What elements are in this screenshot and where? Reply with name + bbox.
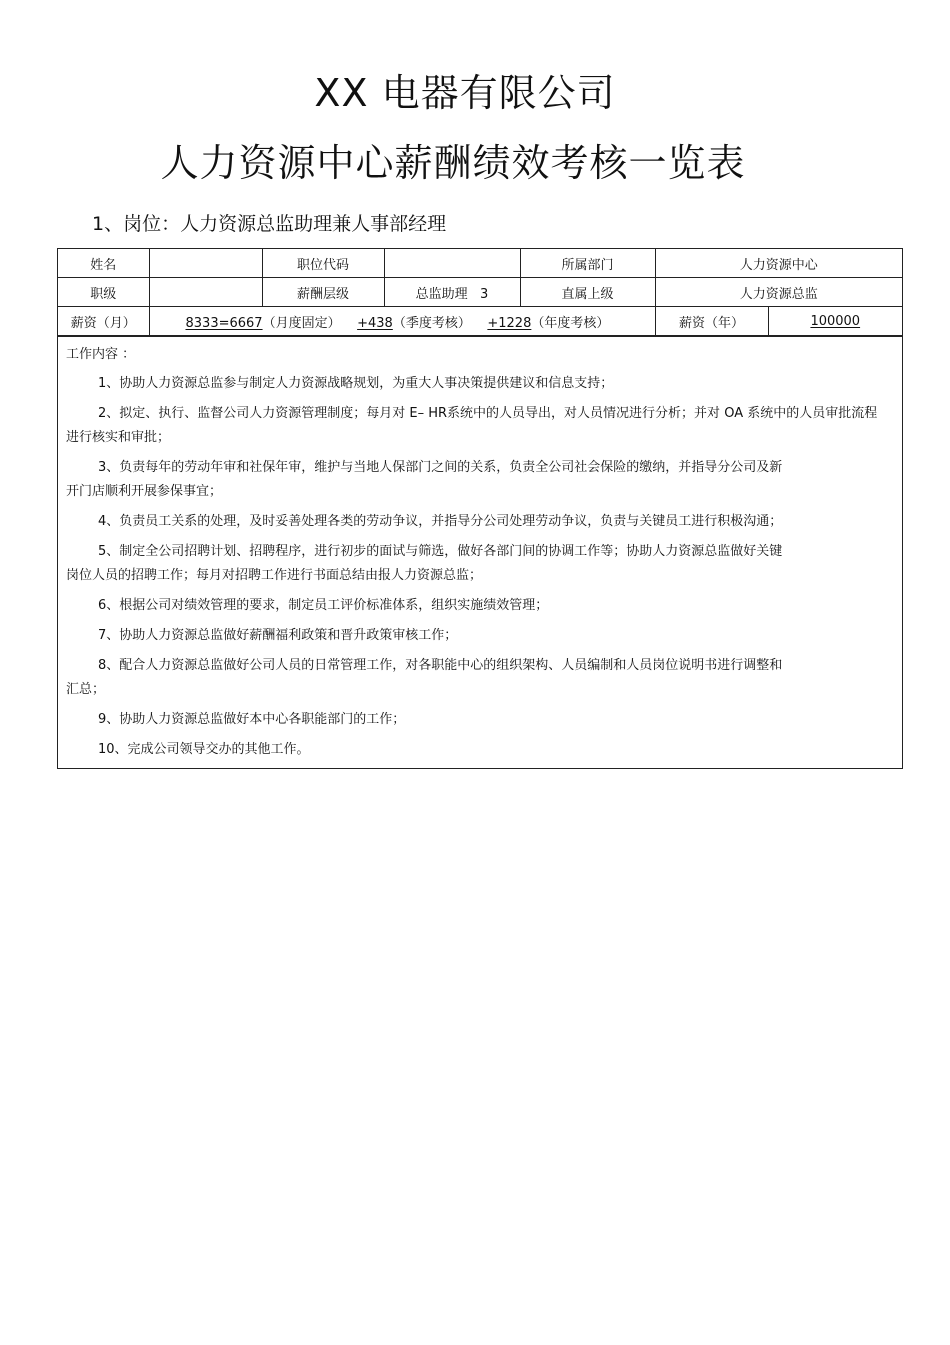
department-value: 人力资源中心 <box>655 249 902 278</box>
grade-value <box>149 278 262 307</box>
monthly-salary-breakdown <box>149 307 655 336</box>
quarterly-note: （季度考核） <box>392 315 471 331</box>
list-item: 2、拟定、执行、监督公司人力资源管理制度；每月对 E– HR系统中的人员导出，对人员情况进行分析；并对 OA 系统中的人员审批流程进行核实和审批； <box>66 406 878 445</box>
position-code-label: 职位代码 <box>262 249 384 278</box>
yearly-salary-value-cell <box>768 307 902 336</box>
list-item: 6、根据公司对绩效管理的要求，制定员工评价标准体系，组织实施绩效管理； <box>98 598 549 613</box>
monthly-salary-label: 薪资（月） <box>58 307 149 336</box>
grade-label: 职级 <box>58 278 149 307</box>
position-info-table <box>57 248 903 769</box>
position-code-value <box>384 249 520 278</box>
superior-label: 直属上级 <box>520 278 655 307</box>
list-item: 10、完成公司领导交办的其他工作。 <box>98 742 310 757</box>
name-label: 姓名 <box>58 249 149 278</box>
annual-note: （年度考核） <box>531 315 610 331</box>
table-row <box>58 307 902 336</box>
position-heading: 1、岗位：人力资源总监助理兼人事部经理 <box>92 213 447 235</box>
list-item: 7、协助人力资源总监做好薪酬福利政策和晋升政策审核工作； <box>98 628 458 643</box>
document-title: 人力资源中心薪酬绩效考核一览表 <box>160 141 746 185</box>
work-content-section <box>58 336 902 768</box>
pay-level-value: 总监助理 3 <box>384 278 520 307</box>
table-row <box>58 278 902 307</box>
superior-value: 人力资源总监 <box>655 278 902 307</box>
pay-level-label: 薪酬层级 <box>262 278 384 307</box>
list-item: 4、负责员工关系的处理，及时妥善处理各类的劳动争议，并指导分公司处理劳动争议，负责与关键员工进行积极沟通； <box>98 514 783 529</box>
name-value <box>149 249 262 278</box>
department-label: 所属部门 <box>520 249 655 278</box>
quarterly-amount: +438 <box>357 315 393 331</box>
list-item: 5、制定全公司招聘计划、招聘程序，进行初步的面试与筛选，做好各部门间的协调工作等；协助人力资源总监做好关键岗位人员的招聘工作；每月对招聘工作进行书面总结由报人力资源总监； <box>66 544 783 583</box>
work-content-label: 工作内容 ： <box>66 347 136 362</box>
list-item: 3、负责每年的劳动年审和社保年审，维护与当地人保部门之间的关系，负责全公司社会保险的缴纳，并指导分公司及新开门店顺利开展参保事宜； <box>66 460 783 499</box>
monthly-formula: 8333=6667 <box>185 315 263 331</box>
list-item: 8、配合人力资源总监做好公司人员的日常管理工作，对各职能中心的组织架构、人员编制和人员岗位说明书进行调整和汇总； <box>66 658 783 697</box>
yearly-salary-label: 薪资（年） <box>655 307 768 336</box>
table-row <box>58 249 902 278</box>
company-title: XX 电器有限公司 <box>314 71 616 115</box>
yearly-salary-value: 100000 <box>810 313 861 329</box>
list-item: 1、协助人力资源总监参与制定人力资源战略规划，为重大人事决策提供建议和信息支持； <box>98 376 614 391</box>
annual-amount: +1228 <box>487 315 532 331</box>
monthly-fixed-note: （月度固定） <box>262 315 341 331</box>
basic-info-grid <box>58 249 902 336</box>
list-item: 9、协助人力资源总监做好本中心各职能部门的工作； <box>98 712 406 727</box>
